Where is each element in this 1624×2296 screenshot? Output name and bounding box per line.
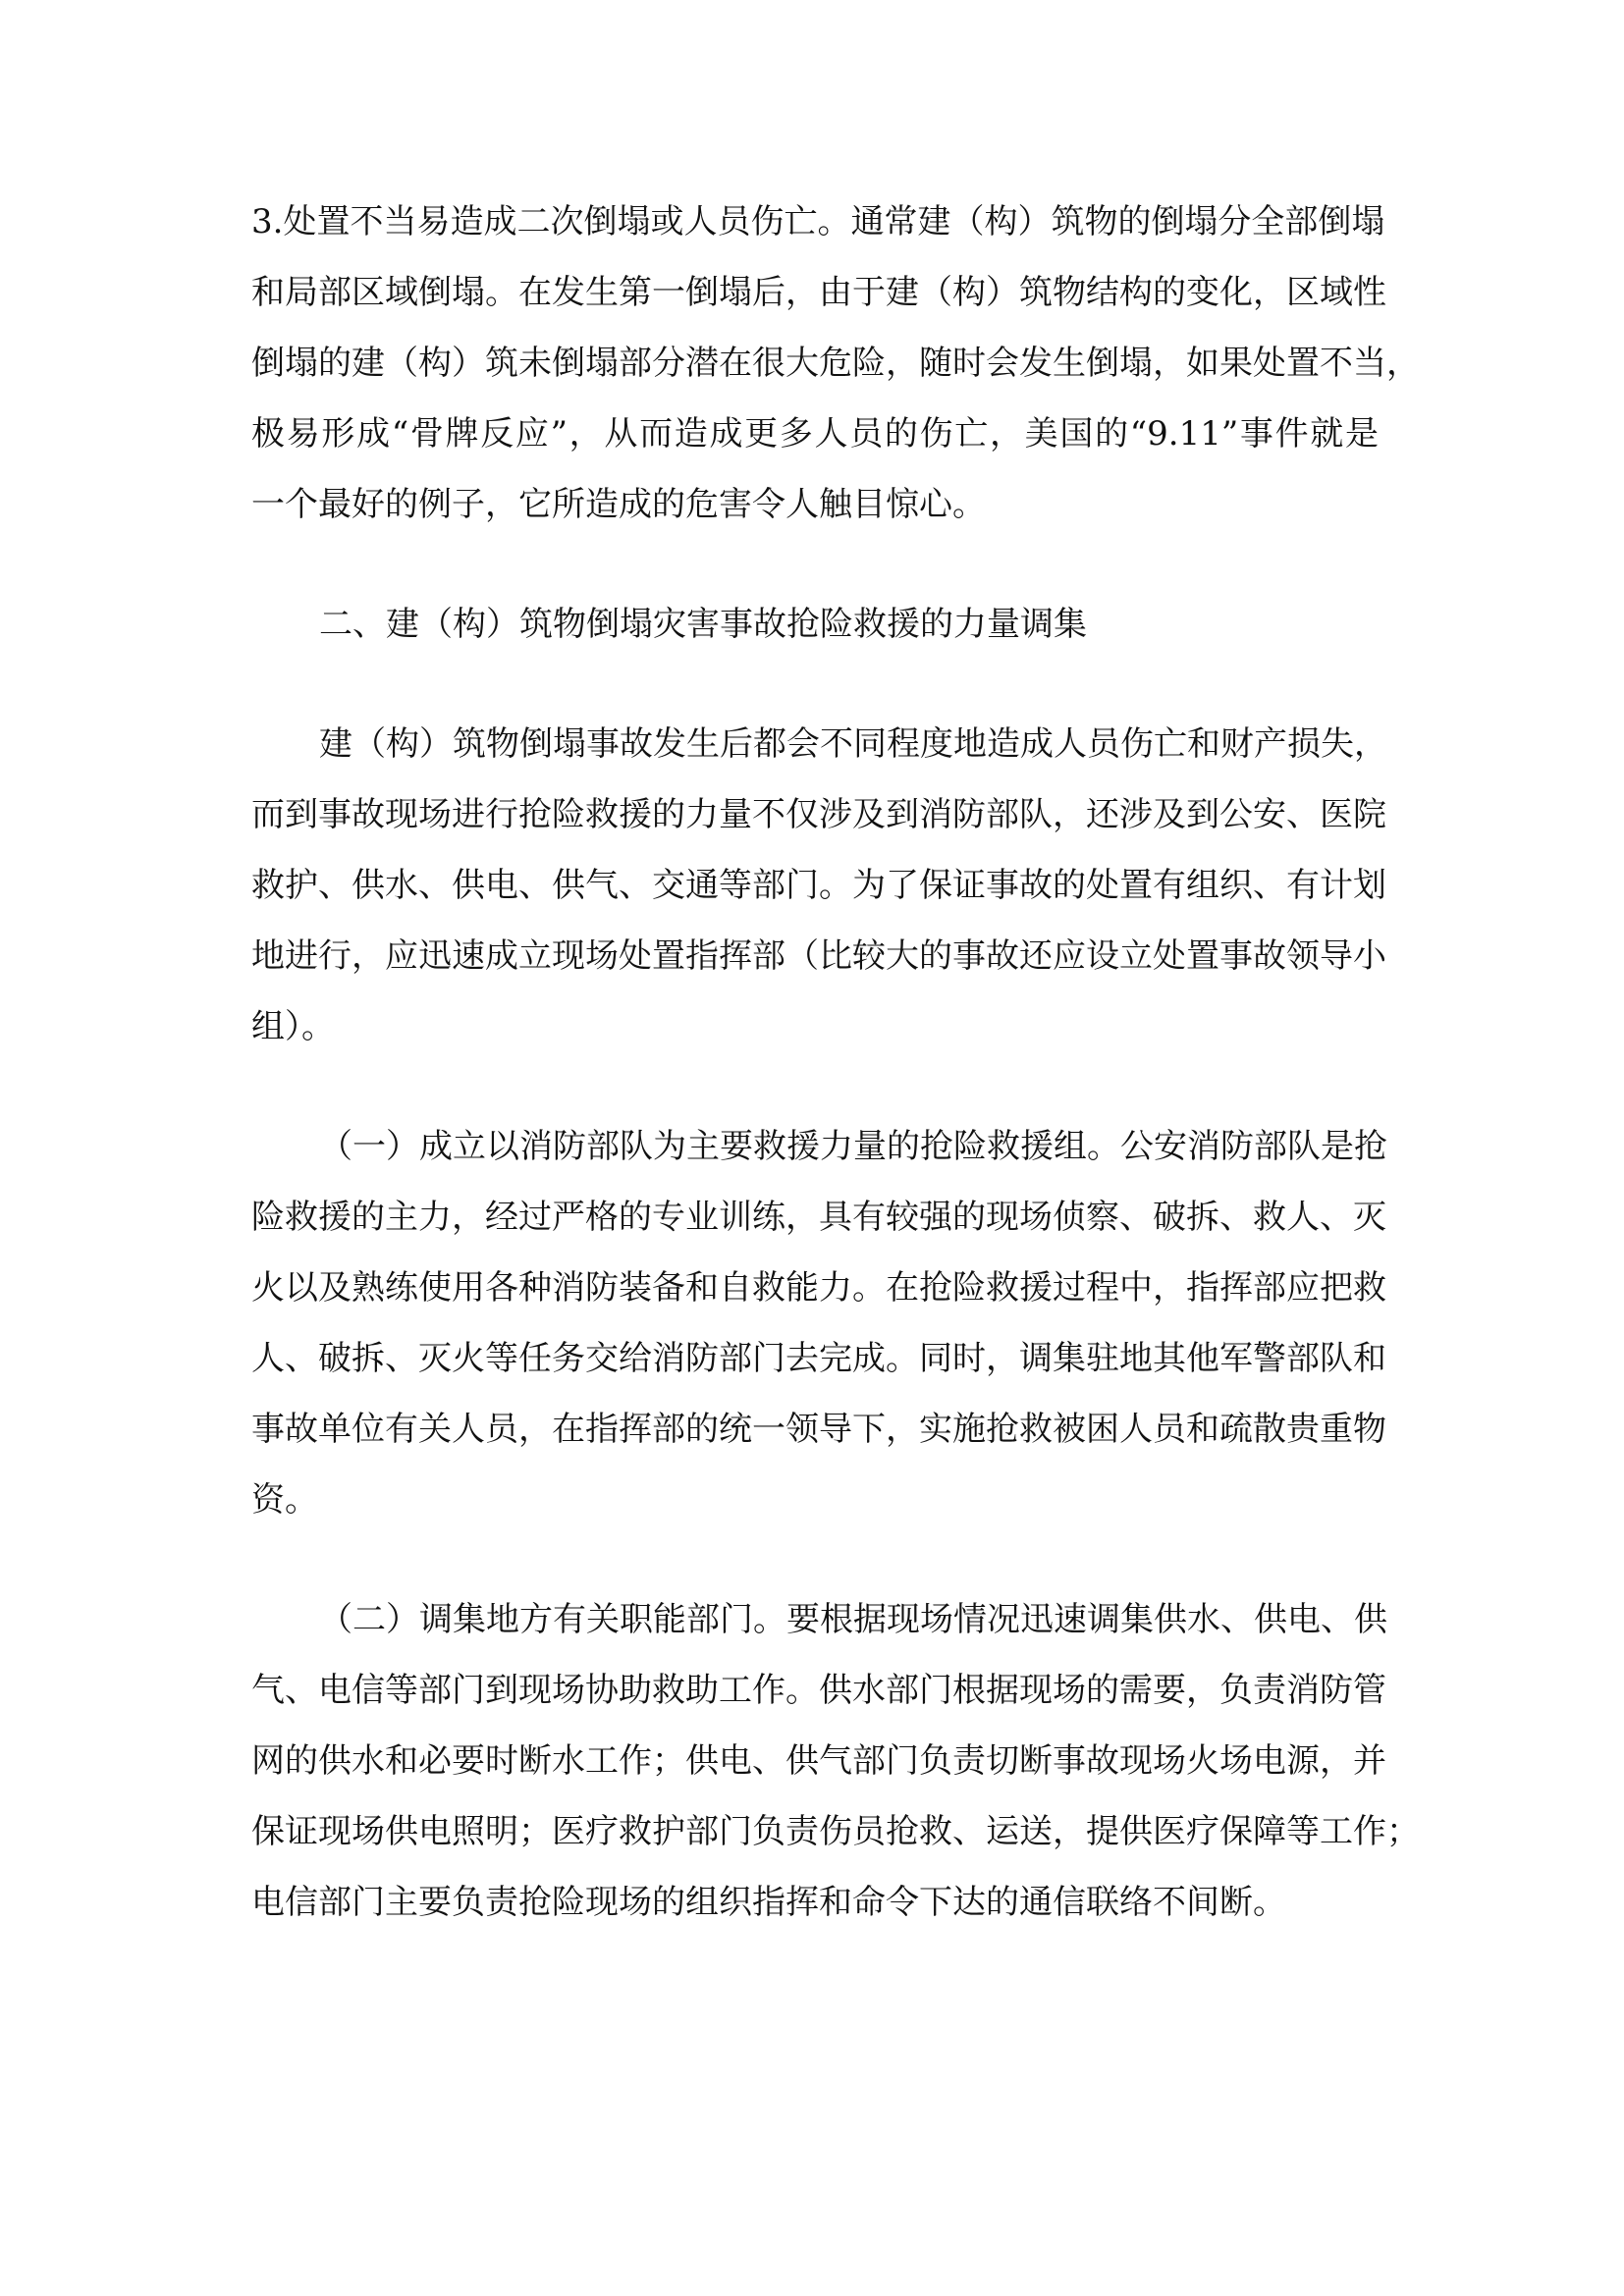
paragraph <box>251 1584 1420 1938</box>
text-line: 二、建（构）筑物倒塌灾害事故抢险救援的力量调集 <box>319 605 1087 644</box>
document-page <box>251 187 1420 1987</box>
text-line: 和局部区域倒塌。在发生第一倒塌后，由于建（构）筑物结构的变化，区域性 <box>251 273 1386 312</box>
text-line: 而到事故现场进行抢险救援的力量不仅涉及到消防部队，还涉及到公安、医院 <box>251 795 1386 834</box>
paragraph <box>251 187 1420 540</box>
text-line: 组）。 <box>251 1007 335 1046</box>
text-line: 一个最好的例子，它所造成的危害令人触目惊心。 <box>251 485 986 524</box>
text-line: 火以及熟练使用各种消防装备和自救能力。在抢险救援过程中，指挥部应把救 <box>251 1268 1386 1308</box>
paragraph <box>251 709 1387 1062</box>
text-line: （二）调集地方有关职能部门。要根据现场情况迅速调集供水、供电、供 <box>319 1600 1387 1639</box>
text-line: 救护、供水、供电、供气、交通等部门。为了保证事故的处置有组织、有计划 <box>251 866 1386 905</box>
text-line: 网的供水和必要时断水工作；供电、供气部门负责切断事故现场火场电源，并 <box>251 1741 1386 1781</box>
text-line: 电信部门主要负责抢险现场的组织指挥和命令下达的通信联络不间断。 <box>251 1883 1286 1922</box>
text-line: 地进行，应迅速成立现场处置指挥部（比较大的事故还应设立处置事故领导小 <box>251 936 1386 976</box>
text-line: 建（构）筑物倒塌事故发生后都会不同程度地造成人员伤亡和财产损失， <box>319 724 1387 764</box>
text-line: 3.处置不当易造成二次倒塌或人员伤亡。通常建（构）筑物的倒塌分全部倒塌 <box>251 202 1385 241</box>
text-line: 险救援的主力，经过严格的专业训练，具有较强的现场侦察、破拆、救人、灭 <box>251 1198 1386 1237</box>
text-line: 极易形成“骨牌反应”，从而造成更多人员的伤亡，美国的“9.11”事件就是 <box>251 414 1379 454</box>
text-line: 资。 <box>251 1480 318 1520</box>
text-line: 气、电信等部门到现场协助救助工作。供水部门根据现场的需要，负责消防管 <box>251 1671 1386 1710</box>
section-heading <box>251 589 1379 660</box>
text-line: 人、破拆、灭火等任务交给消防部门去完成。同时，调集驻地其他军警部队和 <box>251 1339 1386 1378</box>
paragraph <box>251 1111 1387 1535</box>
text-line: （一）成立以消防部队为主要救援力量的抢险救援组。公安消防部队是抢 <box>319 1127 1387 1166</box>
text-line: 保证现场供电照明；医疗救护部门负责伤员抢救、运送，提供医疗保障等工作； <box>251 1812 1420 1851</box>
text-line: 事故单位有关人员，在指挥部的统一领导下，实施抢救被困人员和疏散贵重物 <box>251 1410 1386 1449</box>
text-line: 倒塌的建（构）筑未倒塌部分潜在很大危险，随时会发生倒塌，如果处置不当， <box>251 344 1420 383</box>
